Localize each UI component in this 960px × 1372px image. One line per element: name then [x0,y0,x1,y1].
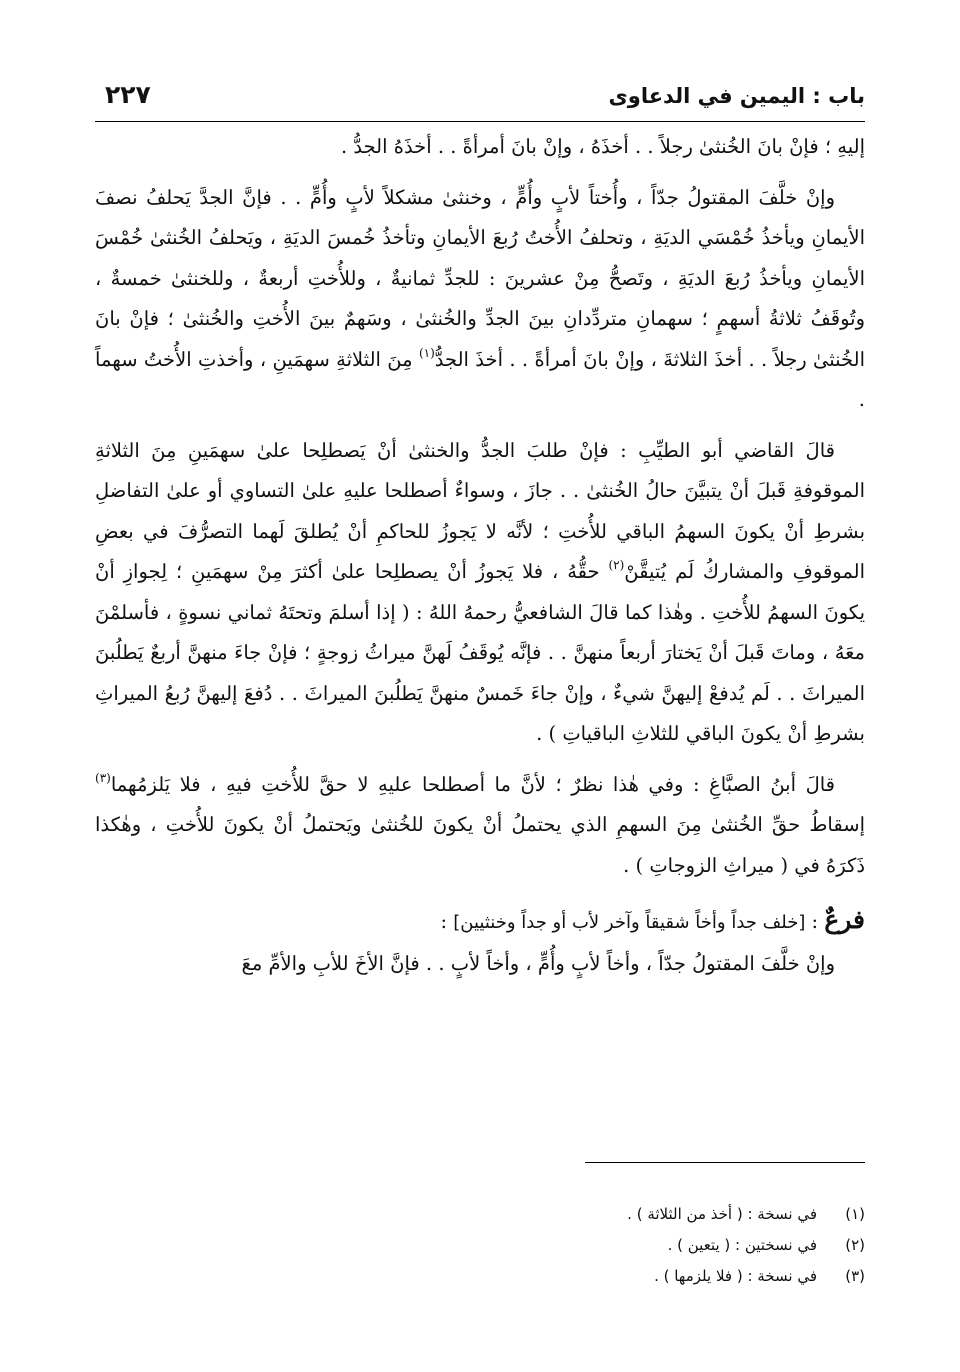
paragraph-continuation: إليهِ ؛ فإنْ بانَ الخُنثىٰ رجلاً . . أخذَهُ ، وإنْ بانَ أمرأةً . . أخذَهُ الجدُّ . [340,135,865,158]
footnote-3: (٣)في نسخة : ( فلا يلزمها ) . [654,1267,865,1285]
footnotes [95,1199,865,1292]
paragraph-ibn-sabbagh: قالَ أبنُ الصبَّاغِ : وفي هٰذا نظرٌ ؛ لأنَّ ما أصطلحا عليهِ لا حقَّ للأُختِ فيهِ ، فلا يَلزمُهما$^{(٣)}$ إسقاطُ حقِّ الخُنثىٰ مِنَ السهمِ الذي يحتملُ أنْ يكونَ للخُنثىٰ ويَحتملُ أنْ يكونَ للأُختِ ، وهٰكذا ذَكرَهُ في ( ميراثِ الزوجاتِ ) . [95,770,865,877]
page-header [95,80,865,116]
far-label: فرعٌ [824,905,865,934]
footnote-1: (١)في نسخة : ( أخذ من الثلاثة ) . [627,1205,865,1223]
footnote-ref-1: (١) [418,345,435,360]
footnote-ref-3: (٣) [95,770,111,785]
far-heading-line: فرعٌ : [خلف جداً وأخاً شقيقاً وآخر لأب أو جداً وخنثيين] : [440,905,865,934]
paragraph-qadi-abu-tayyib: قالَ القاضي أبو الطيِّبِ : فإنْ طلبَ الجدُّ والخنثىٰ أنْ يَصطلِحا علىٰ سهمَينِ مِنَ الثلاثةِ الموقوفةِ قَبلَ أنْ يتبيَّنَ حالُ الخُنثىٰ . . جازَ ، وسواءٌ أصطلحا عليهِ علىٰ التساوي أو علىٰ التفاضلِ بشرطِ أنْ يكونَ السهمُ الباقي للأُختِ ؛ لأنَّه لا يَجوزُ للحاكمِ أنْ يُطلقَ لَهما التصرُّفَ في بعضِ الموقوفِ والمشاركُ لَم يُتيقَّنْ$^{(٢)}$ حقُّهُ ، فلا يَجوزُ أنْ يصطلِحا علىٰ أكثرَ مِنْ سهمَينِ ؛ لِجوازِ أنْ يكونَ السهمُ للأُختِ . وهٰذا كما قالَ الشافعيُّ رحمهُ اللهُ : ( إذا أسلمَ وتحتَهُ ثماني نسوةٍ ، فأسلمْنَ معَهُ ، وماتَ قَبلَ أنْ يَختارَ أربعاً منهنَّ . . فإنَّه يُوقَفُ لَهنَّ ميراثُ زوجةٍ ؛ فإنْ جاءَ منهنَّ أربعٌ يَطلُبنَ الميراثَ . . لَم يُدفعْ إليهنَّ شيءٌ ، وإنْ جاءَ خَمسٌ منهنَّ يَطلُبنَ الميراثَ . . دُفعَ إليهنَّ رُبعُ الميراثِ بشرطِ أنْ يكونَ الباقي للثلاثِ الباقياتِ ) . [95,438,865,745]
paragraph-jadd-khuntha: وإنْ خلَّفَ المقتولُ جدّاً ، وأُختاً لأبٍ وأُمٍّ ، وخنثىٰ مشكلاً لأبٍ وأُمٍّ . . فإنَّ الجدَّ يَحلفُ نصفَ الأيمانِ ويأخذُ خُمْسَي الديَةِ ، وتحلفُ الأُختُ رُبعَ الأيمانِ وتأخذُ خُمسَ الديَةِ ، ويَحلفُ الخُنثىٰ خُمْسَ الأيمانِ ويأخذُ رُبعَ الديَةِ ، وتَصحُّ مِنْ عشرينَ : للجدِّ ثمانيةٌ ، وللأُختِ أربعةٌ ، وللخنثىٰ خمسةٌ ، وتُوقَفُ ثلاثةُ أسهمٍ ؛ سهمانِ متردِّدانِ بينَ الجدِّ والخُنثىٰ ، وسَهمٌ بينَ الأُختِ والخُنثىٰ ؛ فإنْ بانَ الخُنثىٰ رجلاً . . أخذَ الثلاثةَ ، وإنْ بانَ أمرأةً . . أخذَ الجدُّ$^{(١)}$ مِنَ الثلاثةِ سهمَينِ ، وأخذتِ الأُختُ سهماً . [95,185,866,411]
footnote-rule [585,1162,865,1163]
far-heading: [خلف جداً وأخاً شقيقاً وآخر لأب أو جداً وخنثيين] [453,912,806,933]
page-number: ٢٢٧ [105,80,151,109]
running-title: باب : اليمين في الدعاوى [608,84,865,108]
header-rule [95,121,865,122]
paragraph-far-start: وإنْ خلَّفَ المقتولُ جدّاً ، وأخاً لأبٍ وأُمٍّ ، وأخاً لأبٍ . . فإنَّ الأخَ للأبِ والأمِّ معَ [241,951,835,975]
footnote-2: (٢)في نسختين : ( يتعين ) . [667,1236,865,1254]
footnote-ref-2: (٢) [608,558,625,572]
main-text [95,127,865,984]
